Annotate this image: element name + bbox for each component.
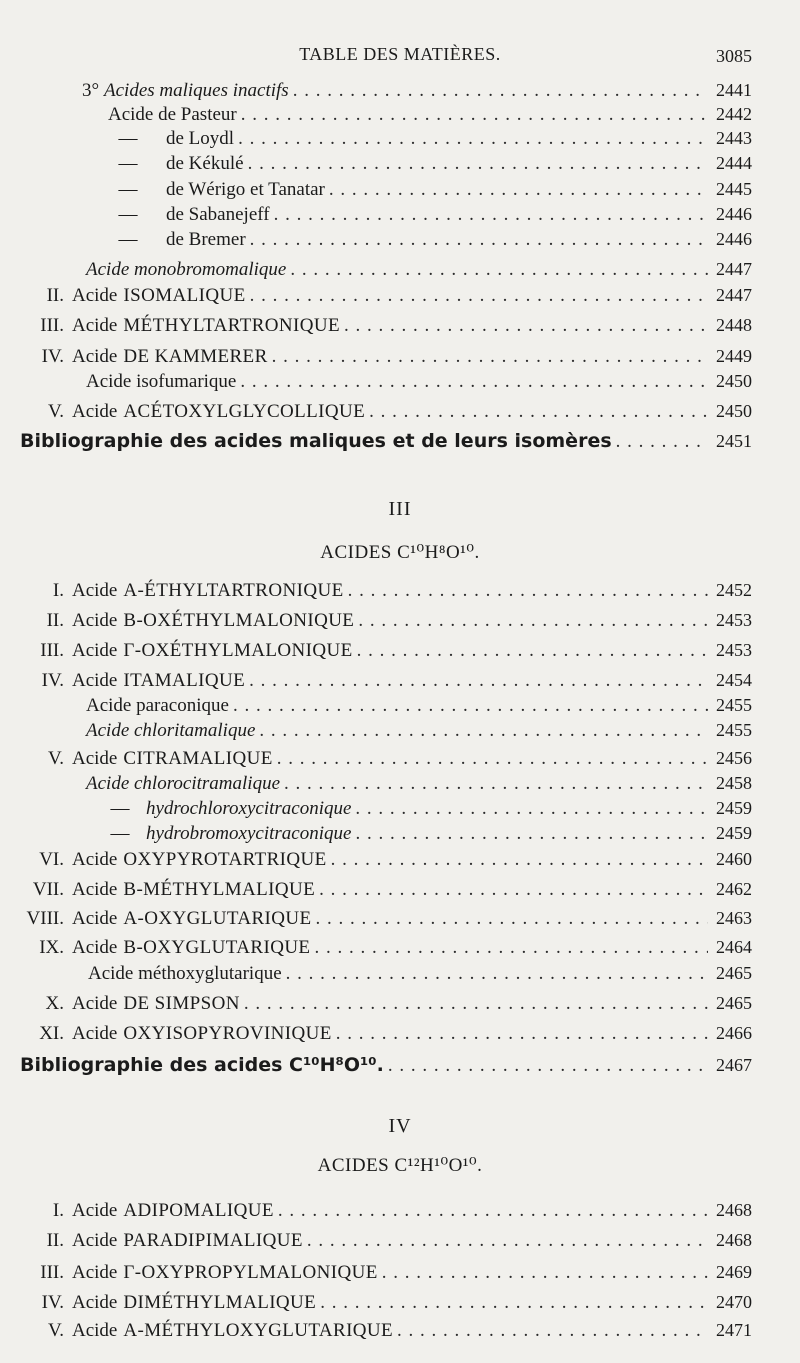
entry-page: 2464: [716, 937, 752, 957]
entry-label-smallcaps: DE KAMMERER: [123, 346, 268, 367]
dot-leader: [290, 259, 708, 281]
bibliography-entry: [20, 1054, 752, 1080]
toc-entry: [86, 773, 752, 799]
ditto-dash: —: [118, 153, 138, 174]
entry-label-smallcaps: ITAMALIQUE: [123, 670, 246, 691]
toc-entry: [28, 580, 752, 606]
entry-label: hydrochloroxycitraconique: [146, 798, 352, 819]
toc-entry: [28, 401, 752, 427]
entry-label: de Wérigo et Tanatar: [166, 179, 325, 200]
entry-label: Acide méthoxyglutarique: [88, 963, 282, 984]
toc-entry: [86, 720, 752, 746]
entry-label-smallcaps: Γ-OXYPROPYLMALONIQUE: [123, 1262, 378, 1283]
toc-entry: [86, 259, 752, 285]
ditto-dash: —: [118, 179, 138, 200]
entry-label: Acide: [72, 993, 118, 1014]
toc-entry: [28, 670, 752, 696]
dot-leader: [293, 80, 708, 102]
entry-label: Acide: [72, 315, 118, 336]
toc-entry: [82, 80, 752, 106]
entry-label: Acide: [72, 1320, 118, 1341]
entry-number: VI.: [39, 849, 64, 870]
entry-page: 2465: [716, 963, 752, 983]
entry-label: de Kékulé: [166, 153, 244, 174]
dot-leader: [344, 315, 708, 337]
toc-entry: [108, 128, 752, 154]
entry-label-smallcaps: DIMÉTHYLMALIQUE: [123, 1292, 317, 1313]
toc-entry: [28, 1230, 752, 1256]
toc-entry: [20, 879, 752, 905]
entry-label-smallcaps: CITRAMALIQUE: [123, 748, 273, 769]
entry-number: III.: [40, 315, 64, 336]
section-number: III: [388, 498, 412, 520]
entry-label: Acide: [72, 285, 118, 306]
dot-leader: [259, 720, 708, 742]
dot-leader: [307, 1230, 708, 1252]
entry-page: 2443: [716, 128, 752, 148]
toc-entry: [28, 1200, 752, 1226]
dot-leader: [336, 1023, 708, 1045]
dot-leader: [329, 179, 708, 201]
entry-page: 2444: [716, 153, 752, 173]
toc-entry: [28, 315, 752, 341]
entry-label: Acide: [72, 346, 118, 367]
dot-leader: [331, 849, 708, 871]
toc-entry: [20, 937, 752, 963]
entry-number: XI.: [39, 1023, 64, 1044]
entry-page: 2453: [716, 610, 752, 630]
entry-page: 2454: [716, 670, 752, 690]
page-number: 3085: [716, 46, 752, 66]
dot-leader: [369, 401, 708, 423]
toc-entry: [28, 346, 752, 372]
entry-number: I.: [52, 580, 64, 601]
toc-entry: [100, 823, 752, 849]
entry-label: Acide: [72, 670, 118, 691]
entry-label-smallcaps: OXYISOPYROVINIQUE: [123, 1023, 332, 1044]
dot-leader: [274, 204, 708, 226]
dot-leader: [358, 610, 708, 632]
section-title: ACIDES C¹⁰H⁸O¹⁰.: [320, 542, 480, 563]
dot-leader: [240, 371, 708, 393]
entry-page: 2462: [716, 879, 752, 899]
entry-label: Acide isofumarique: [86, 371, 237, 392]
toc-entry: [86, 371, 752, 397]
ditto-dash: —: [118, 128, 138, 149]
entry-label: Acide: [72, 580, 118, 601]
dot-leader: [388, 1055, 708, 1077]
dot-leader: [316, 908, 709, 930]
entry-label: Acide monobromomalique: [86, 259, 287, 280]
toc-entry: [108, 153, 752, 179]
entry-number: II.: [46, 285, 64, 306]
toc-entry: [20, 908, 752, 934]
dot-leader: [250, 229, 708, 251]
toc-entry: [108, 104, 752, 130]
entry-number: II.: [46, 610, 64, 631]
entry-number: III.: [40, 640, 64, 661]
dot-leader: [241, 104, 708, 126]
dot-leader: [382, 1262, 708, 1284]
entry-number: X.: [45, 993, 64, 1014]
toc-entry: [28, 285, 752, 311]
entry-label: de Bremer: [166, 229, 246, 250]
entry-label: de Loydl: [166, 128, 235, 149]
entry-label-smallcaps: Β-OXÉTHYLMALONIQUE: [123, 610, 355, 631]
entry-label-smallcaps: ISOMALIQUE: [123, 285, 246, 306]
entry-label-smallcaps: MÉTHYLTARTRONIQUE: [123, 315, 341, 336]
dot-leader: [238, 128, 708, 150]
entry-page: 2442: [716, 104, 752, 124]
entry-number: VII.: [32, 879, 64, 900]
dot-leader: [616, 431, 708, 453]
entry-page: 2469: [716, 1262, 752, 1282]
entry-page: 2455: [716, 720, 752, 740]
entry-label: hydrobromoxycitraconique: [146, 823, 352, 844]
entry-page: 2445: [716, 179, 752, 199]
entry-page: 2459: [716, 798, 752, 818]
ditto-dash: —: [118, 204, 138, 225]
dot-leader: [355, 798, 708, 820]
entry-page: 2446: [716, 204, 752, 224]
toc-entry: [100, 798, 752, 824]
entry-label: Acides maliques inactifs: [104, 80, 289, 101]
entry-page: 2452: [716, 580, 752, 600]
entry-label: Acide: [72, 849, 118, 870]
entry-number: IX.: [39, 937, 64, 958]
toc-entry: [28, 1292, 752, 1318]
toc-entry: [108, 204, 752, 230]
entry-label: Acide chlorocitramalique: [86, 773, 280, 794]
entry-number: I.: [52, 1200, 64, 1221]
entry-page: 2458: [716, 773, 752, 793]
toc-entry: [108, 229, 752, 255]
toc-entry: [28, 640, 752, 666]
entry-label: Bibliographie des acides C¹⁰H⁸O¹⁰.: [20, 1054, 384, 1076]
toc-entry: [28, 1320, 752, 1346]
entry-page: 2449: [716, 346, 752, 366]
entry-label-smallcaps: Β-MÉTHYLMALIQUE: [123, 879, 316, 900]
section-title: ACIDES C¹²H¹⁰O¹⁰.: [317, 1155, 483, 1176]
toc-entry: [86, 695, 752, 721]
entry-label: Acide de Pasteur: [108, 104, 237, 125]
entry-label: Acide: [72, 937, 118, 958]
entry-label-smallcaps: Α-OXYGLUTARIQUE: [123, 908, 312, 929]
entry-number: 3°: [82, 80, 100, 101]
entry-label: Acide: [72, 1200, 118, 1221]
entry-label: Acide: [72, 748, 118, 769]
dot-leader: [244, 993, 708, 1015]
entry-label-smallcaps: Β-OXYGLUTARIQUE: [123, 937, 311, 958]
dot-leader: [286, 963, 708, 985]
entry-label: Acide: [72, 1262, 118, 1283]
dot-leader: [314, 937, 708, 959]
entry-page: 2466: [716, 1023, 752, 1043]
entry-label: Acide: [72, 1292, 118, 1313]
dot-leader: [357, 640, 708, 662]
dot-leader: [233, 695, 708, 717]
entry-page: 2467: [716, 1055, 752, 1075]
bibliography-entry: [20, 430, 752, 456]
entry-number: IV.: [41, 670, 64, 691]
toc-entry: [88, 963, 752, 989]
toc-entry: [20, 1023, 752, 1049]
entry-page: 2465: [716, 993, 752, 1013]
entry-page: 2451: [716, 431, 752, 451]
entry-label: Acide: [72, 401, 118, 422]
entry-label: Bibliographie des acides maliques et de leurs isomères: [20, 430, 612, 452]
ditto-dash: —: [110, 798, 130, 819]
entry-page: 2470: [716, 1292, 752, 1312]
entry-label: Acide: [72, 610, 118, 631]
entry-label: Acide paraconique: [86, 695, 229, 716]
dot-leader: [250, 285, 708, 307]
entry-number: II.: [46, 1230, 64, 1251]
dot-leader: [248, 153, 708, 175]
entry-label-smallcaps: ADIPOMALIQUE: [123, 1200, 274, 1221]
entry-page: 2455: [716, 695, 752, 715]
entry-label: Acide: [72, 640, 118, 661]
dot-leader: [348, 580, 708, 602]
entry-label-smallcaps: OXYPYROTARTRIQUE: [123, 849, 327, 870]
dot-leader: [319, 879, 708, 901]
entry-page: 2460: [716, 849, 752, 869]
section-number: IV: [388, 1115, 412, 1137]
ditto-dash: —: [118, 229, 138, 250]
entry-label: Acide: [72, 1230, 118, 1251]
entry-label: Acide: [72, 1023, 118, 1044]
toc-entry: [20, 849, 752, 875]
entry-page: 2447: [716, 285, 752, 305]
entry-label: Acide chloritamalique: [86, 720, 256, 741]
entry-label-smallcaps: PARADIPIMALIQUE: [123, 1230, 303, 1251]
toc-entry: [28, 1262, 752, 1288]
entry-label: de Sabanejeff: [166, 204, 270, 225]
entry-number: IV.: [41, 346, 64, 367]
toc-entry: [28, 610, 752, 636]
entry-label-smallcaps: DE SIMPSON: [123, 993, 240, 1014]
toc-entry: [20, 993, 752, 1019]
entry-page: 2453: [716, 640, 752, 660]
entry-page: 2471: [716, 1320, 752, 1340]
dot-leader: [249, 670, 708, 692]
dot-leader: [277, 748, 708, 770]
ditto-dash: —: [110, 823, 130, 844]
running-title: TABLE DES MATIÈRES.: [299, 44, 501, 64]
entry-number: V.: [47, 748, 64, 769]
dot-leader: [272, 346, 708, 368]
entry-label-smallcaps: Α-MÉTHYLOXYGLUTARIQUE: [123, 1320, 394, 1341]
entry-page: 2447: [716, 259, 752, 279]
entry-page: 2450: [716, 371, 752, 391]
dot-leader: [284, 773, 708, 795]
dot-leader: [278, 1200, 708, 1222]
toc-entry: [108, 179, 752, 205]
entry-page: 2441: [716, 80, 752, 100]
entry-label-smallcaps: Γ-OXÉTHYLMALONIQUE: [123, 640, 353, 661]
entry-number: VIII.: [26, 908, 64, 929]
entry-number: V.: [47, 1320, 64, 1341]
page-header: [0, 44, 800, 74]
dot-leader: [397, 1320, 708, 1342]
entry-number: IV.: [41, 1292, 64, 1313]
entry-page: 2468: [716, 1200, 752, 1220]
entry-label: Acide: [72, 908, 118, 929]
toc-entry: [28, 748, 752, 774]
entry-label-smallcaps: ACÉTOXYLGLYCOLLIQUE: [123, 401, 366, 422]
entry-number: V.: [47, 401, 64, 422]
entry-label-smallcaps: Α-ÉTHYLTARTRONIQUE: [123, 580, 344, 601]
entry-page: 2450: [716, 401, 752, 421]
dot-leader: [355, 823, 708, 845]
entry-page: 2446: [716, 229, 752, 249]
entry-page: 2456: [716, 748, 752, 768]
dot-leader: [320, 1292, 708, 1314]
entry-page: 2459: [716, 823, 752, 843]
entry-page: 2468: [716, 1230, 752, 1250]
entry-number: III.: [40, 1262, 64, 1283]
entry-label: Acide: [72, 879, 118, 900]
entry-page: 2448: [716, 315, 752, 335]
entry-page: 2463: [716, 908, 752, 928]
